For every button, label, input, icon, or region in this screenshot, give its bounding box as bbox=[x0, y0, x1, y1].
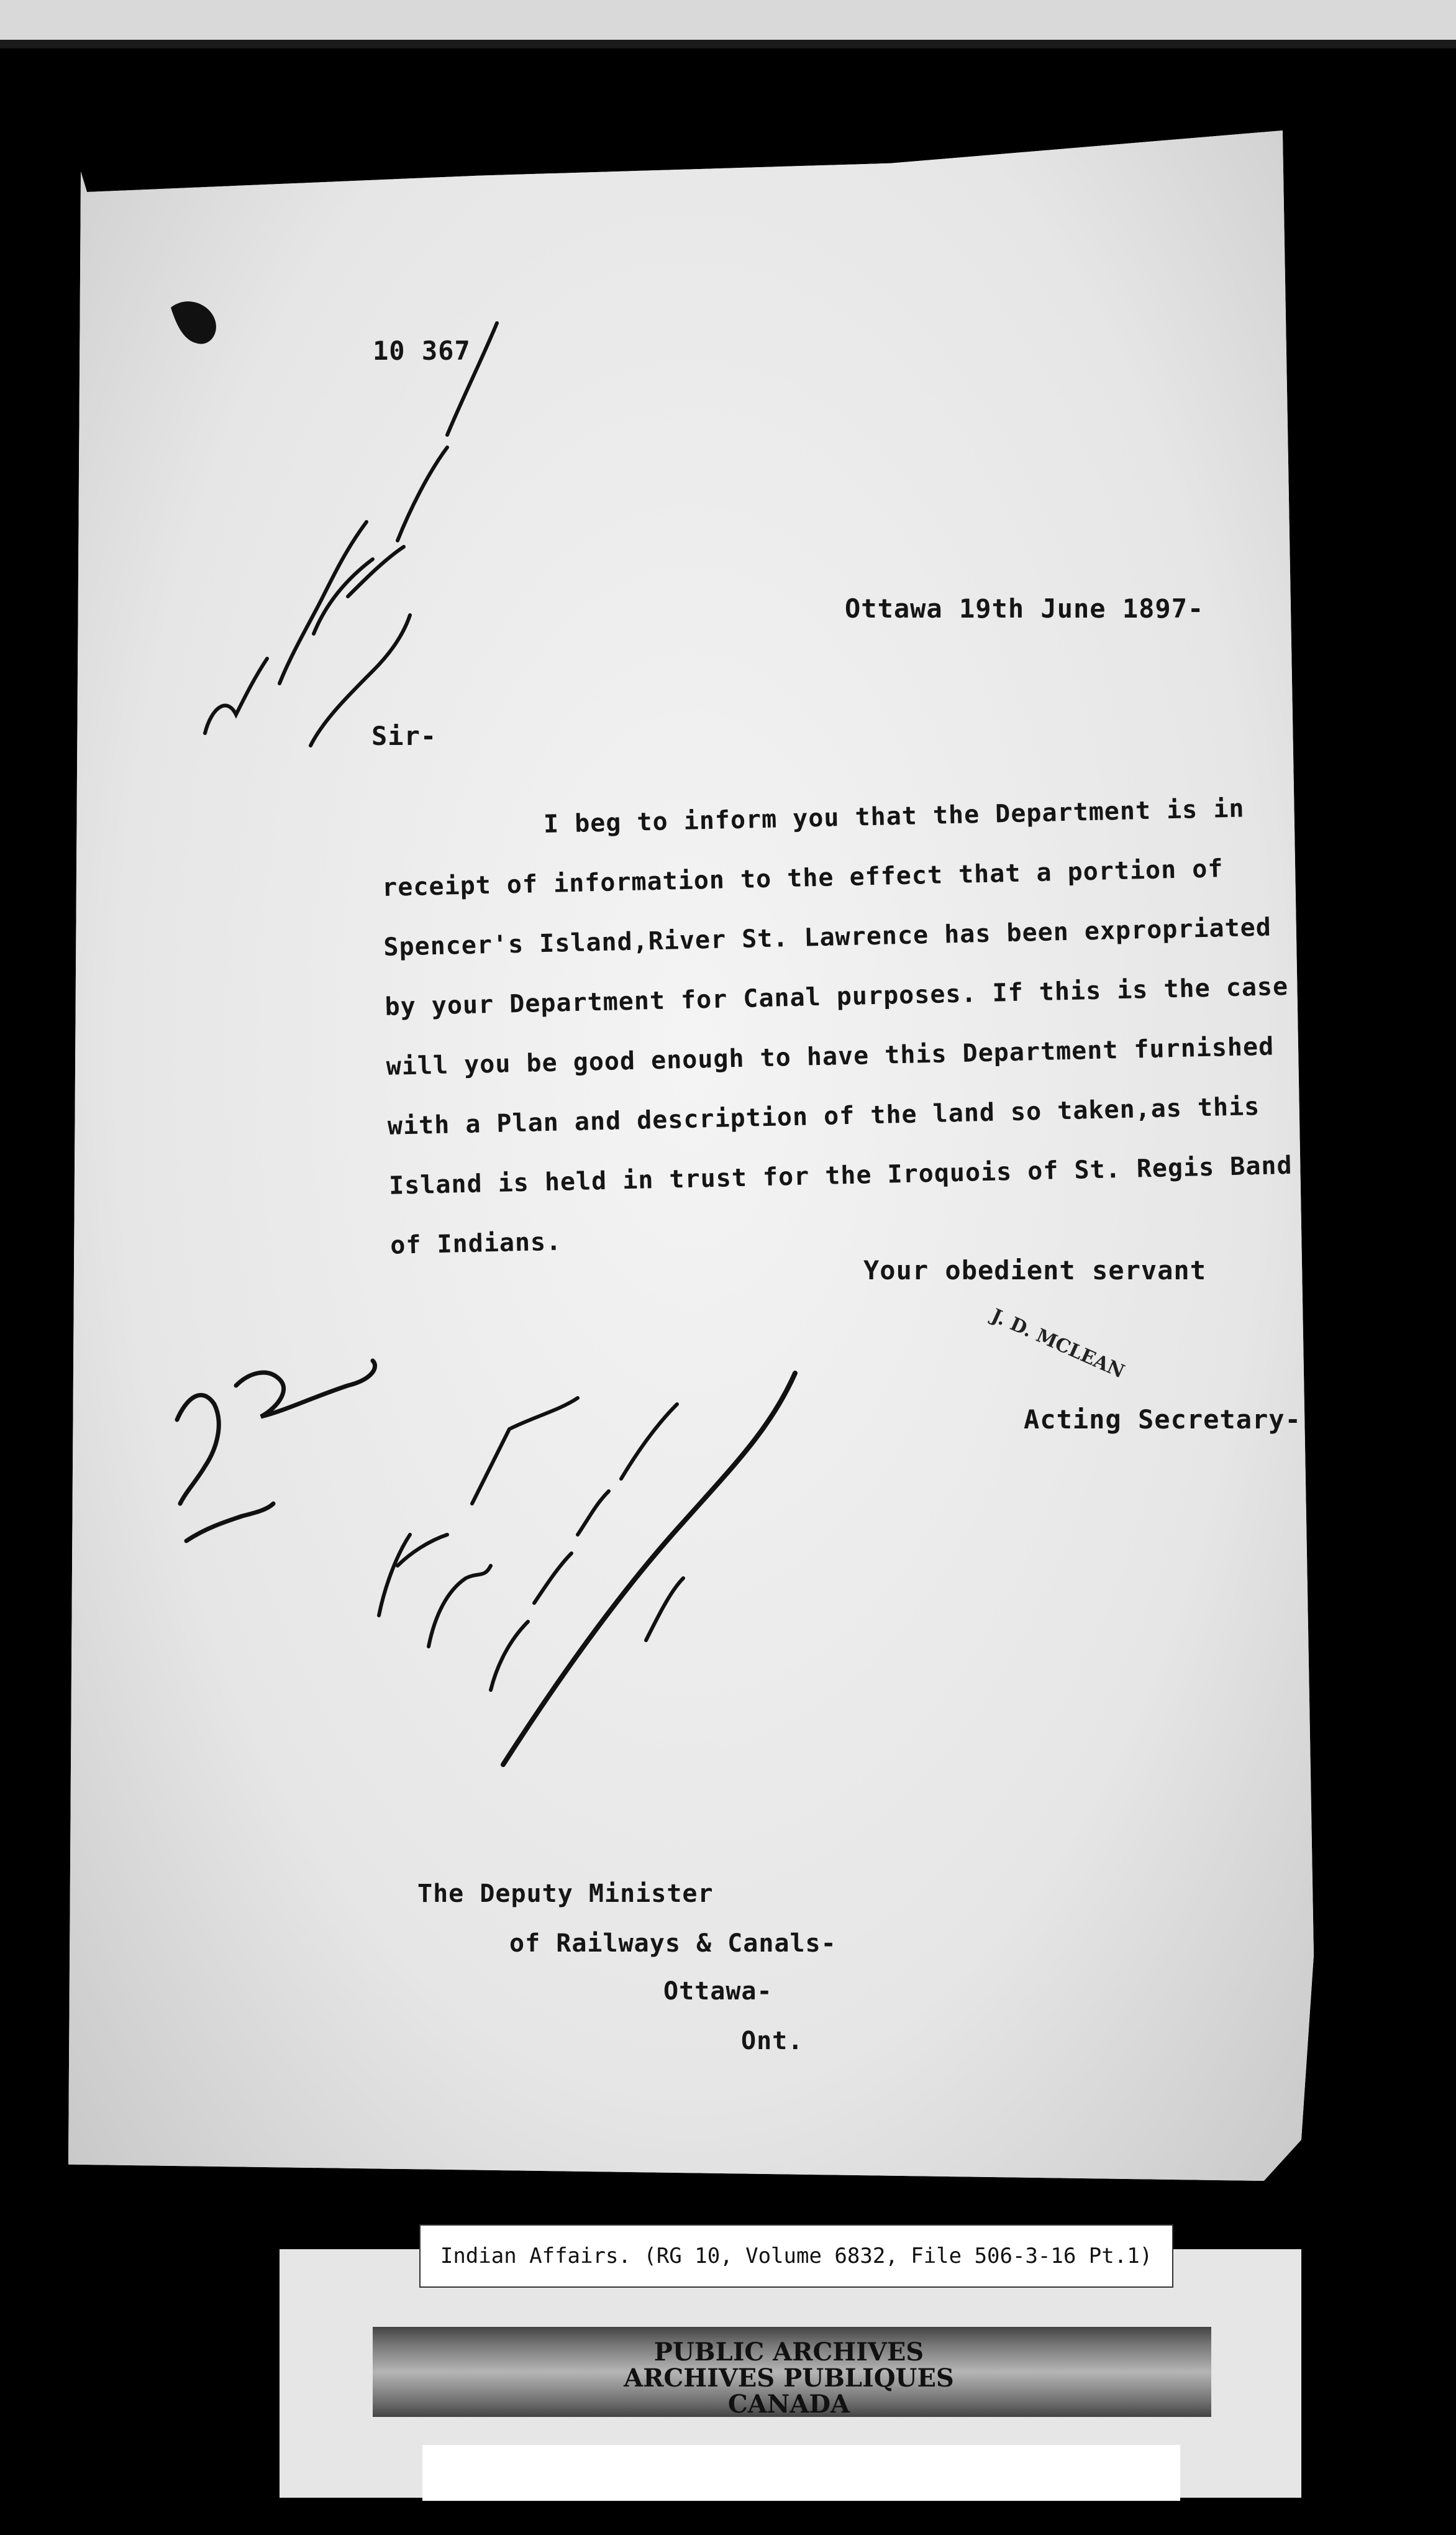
recipient-line: The Deputy Minister bbox=[417, 1880, 714, 1908]
body-line: by your Department for Canal purposes. If this is the case bbox=[384, 972, 1289, 1021]
body-line: I beg to inform you that the Department is in bbox=[543, 794, 1245, 839]
archive-stamp-line: PUBLIC ARCHIVES bbox=[653, 2337, 924, 2367]
body-line: with a Plan and description of the land so taken,as this bbox=[387, 1092, 1260, 1141]
handwritten-slash-line bbox=[503, 1373, 795, 1765]
signatory-title: Acting Secretary- bbox=[1024, 1404, 1301, 1435]
date-line: Ottawa 19th June 1897- bbox=[845, 593, 1204, 624]
body-line: receipt of information to the effect that a portion of bbox=[381, 854, 1224, 902]
file-number: 10 367 bbox=[373, 336, 471, 366]
body-line: of Indians. bbox=[389, 1227, 562, 1260]
citation-label: Indian Affairs. (RG 10, Volume 6832, File 506-3-16 Pt.1) bbox=[419, 2224, 1173, 2288]
closing: Your obedient servant bbox=[863, 1255, 1207, 1286]
body-line: Island is held in trust for the Iroquois of St. Regis Band bbox=[388, 1151, 1293, 1200]
recipient-line: Ottawa- bbox=[663, 1977, 773, 2006]
film-bottom-strip bbox=[422, 2445, 1180, 2501]
handwritten-initials bbox=[177, 1361, 375, 1541]
handwritten-file-note bbox=[379, 1398, 683, 1690]
archive-stamp-line: CANADA bbox=[727, 2390, 850, 2419]
recipient-line: Ont. bbox=[741, 2027, 804, 2055]
salutation: Sir- bbox=[371, 721, 437, 751]
recipient-line: of Railways & Canals- bbox=[509, 1929, 837, 1958]
signature-stamp: J. D. MCLEAN bbox=[988, 1305, 1128, 1383]
archive-stamp-line: ARCHIVES PUBLIQUES bbox=[624, 2364, 954, 2393]
body-line: Spencer's Island,River St. Lawrence has been expropriated bbox=[383, 913, 1272, 962]
body-line: will you be good enough to have this Department furnished bbox=[386, 1032, 1275, 1081]
ink-blot bbox=[171, 301, 216, 344]
handwritten-note-top bbox=[205, 323, 497, 746]
archive-stamp bbox=[596, 2339, 981, 2418]
